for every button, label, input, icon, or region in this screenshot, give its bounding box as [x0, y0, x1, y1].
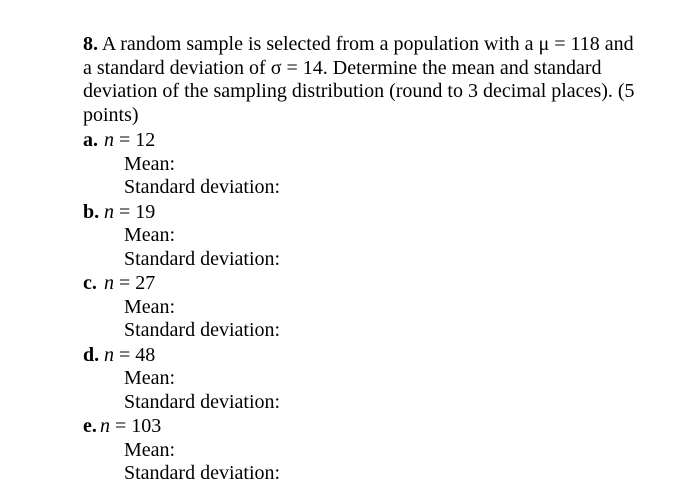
sigma-symbol: σ — [270, 56, 282, 79]
part-b — [83, 200, 643, 272]
n-variable: n — [104, 129, 114, 151]
mean-label: Mean: — [124, 367, 176, 389]
mean-label: Mean: — [124, 295, 176, 318]
mean-label: Mean: — [124, 224, 176, 246]
n-value: = 19 — [114, 200, 156, 223]
standard-deviation-label: Standard deviation: — [124, 390, 281, 413]
question-text — [83, 33, 643, 127]
part-b-header — [83, 200, 643, 225]
part-a-header — [83, 128, 643, 153]
part-e-header — [83, 414, 643, 439]
question-text-part1: A random sample is selected from a population with a — [98, 33, 539, 55]
standard-deviation-label: Standard deviation: — [124, 176, 281, 198]
standard-deviation-label: Standard deviation: — [124, 319, 281, 341]
n-variable: n — [104, 272, 114, 294]
part-letter: e. — [83, 415, 97, 437]
mu-symbol: μ — [538, 33, 550, 55]
question-text-part2: = 118 and a standard deviation of — [83, 33, 634, 79]
part-letter: a. — [83, 129, 98, 151]
n-value: = 27 — [114, 272, 156, 294]
mean-label: Mean: — [124, 152, 176, 175]
part-d-header — [83, 343, 643, 368]
part-letter: b. — [83, 200, 100, 223]
question-text-part3: = 14. Determine the mean and standard deviation of the sampling distribution (round to 3 decimal places). (5 points) — [83, 56, 635, 126]
part-letter: d. — [83, 343, 100, 366]
n-variable: n — [104, 343, 114, 366]
part-e — [83, 414, 643, 486]
standard-deviation-label: Standard deviation: — [124, 247, 281, 270]
part-c — [83, 271, 643, 343]
part-d — [83, 343, 643, 415]
part-c-header — [83, 271, 643, 296]
n-value: = 103 — [110, 415, 162, 437]
mean-label: Mean: — [124, 438, 176, 461]
part-a — [83, 128, 643, 200]
part-letter: c. — [83, 272, 97, 294]
standard-deviation-label: Standard deviation: — [124, 462, 281, 484]
n-variable: n — [104, 200, 114, 223]
n-value: = 12 — [114, 129, 156, 151]
question-number: 8. — [83, 33, 98, 55]
n-variable: n — [100, 415, 110, 437]
n-value: = 48 — [114, 343, 156, 366]
question-parts — [83, 128, 643, 486]
